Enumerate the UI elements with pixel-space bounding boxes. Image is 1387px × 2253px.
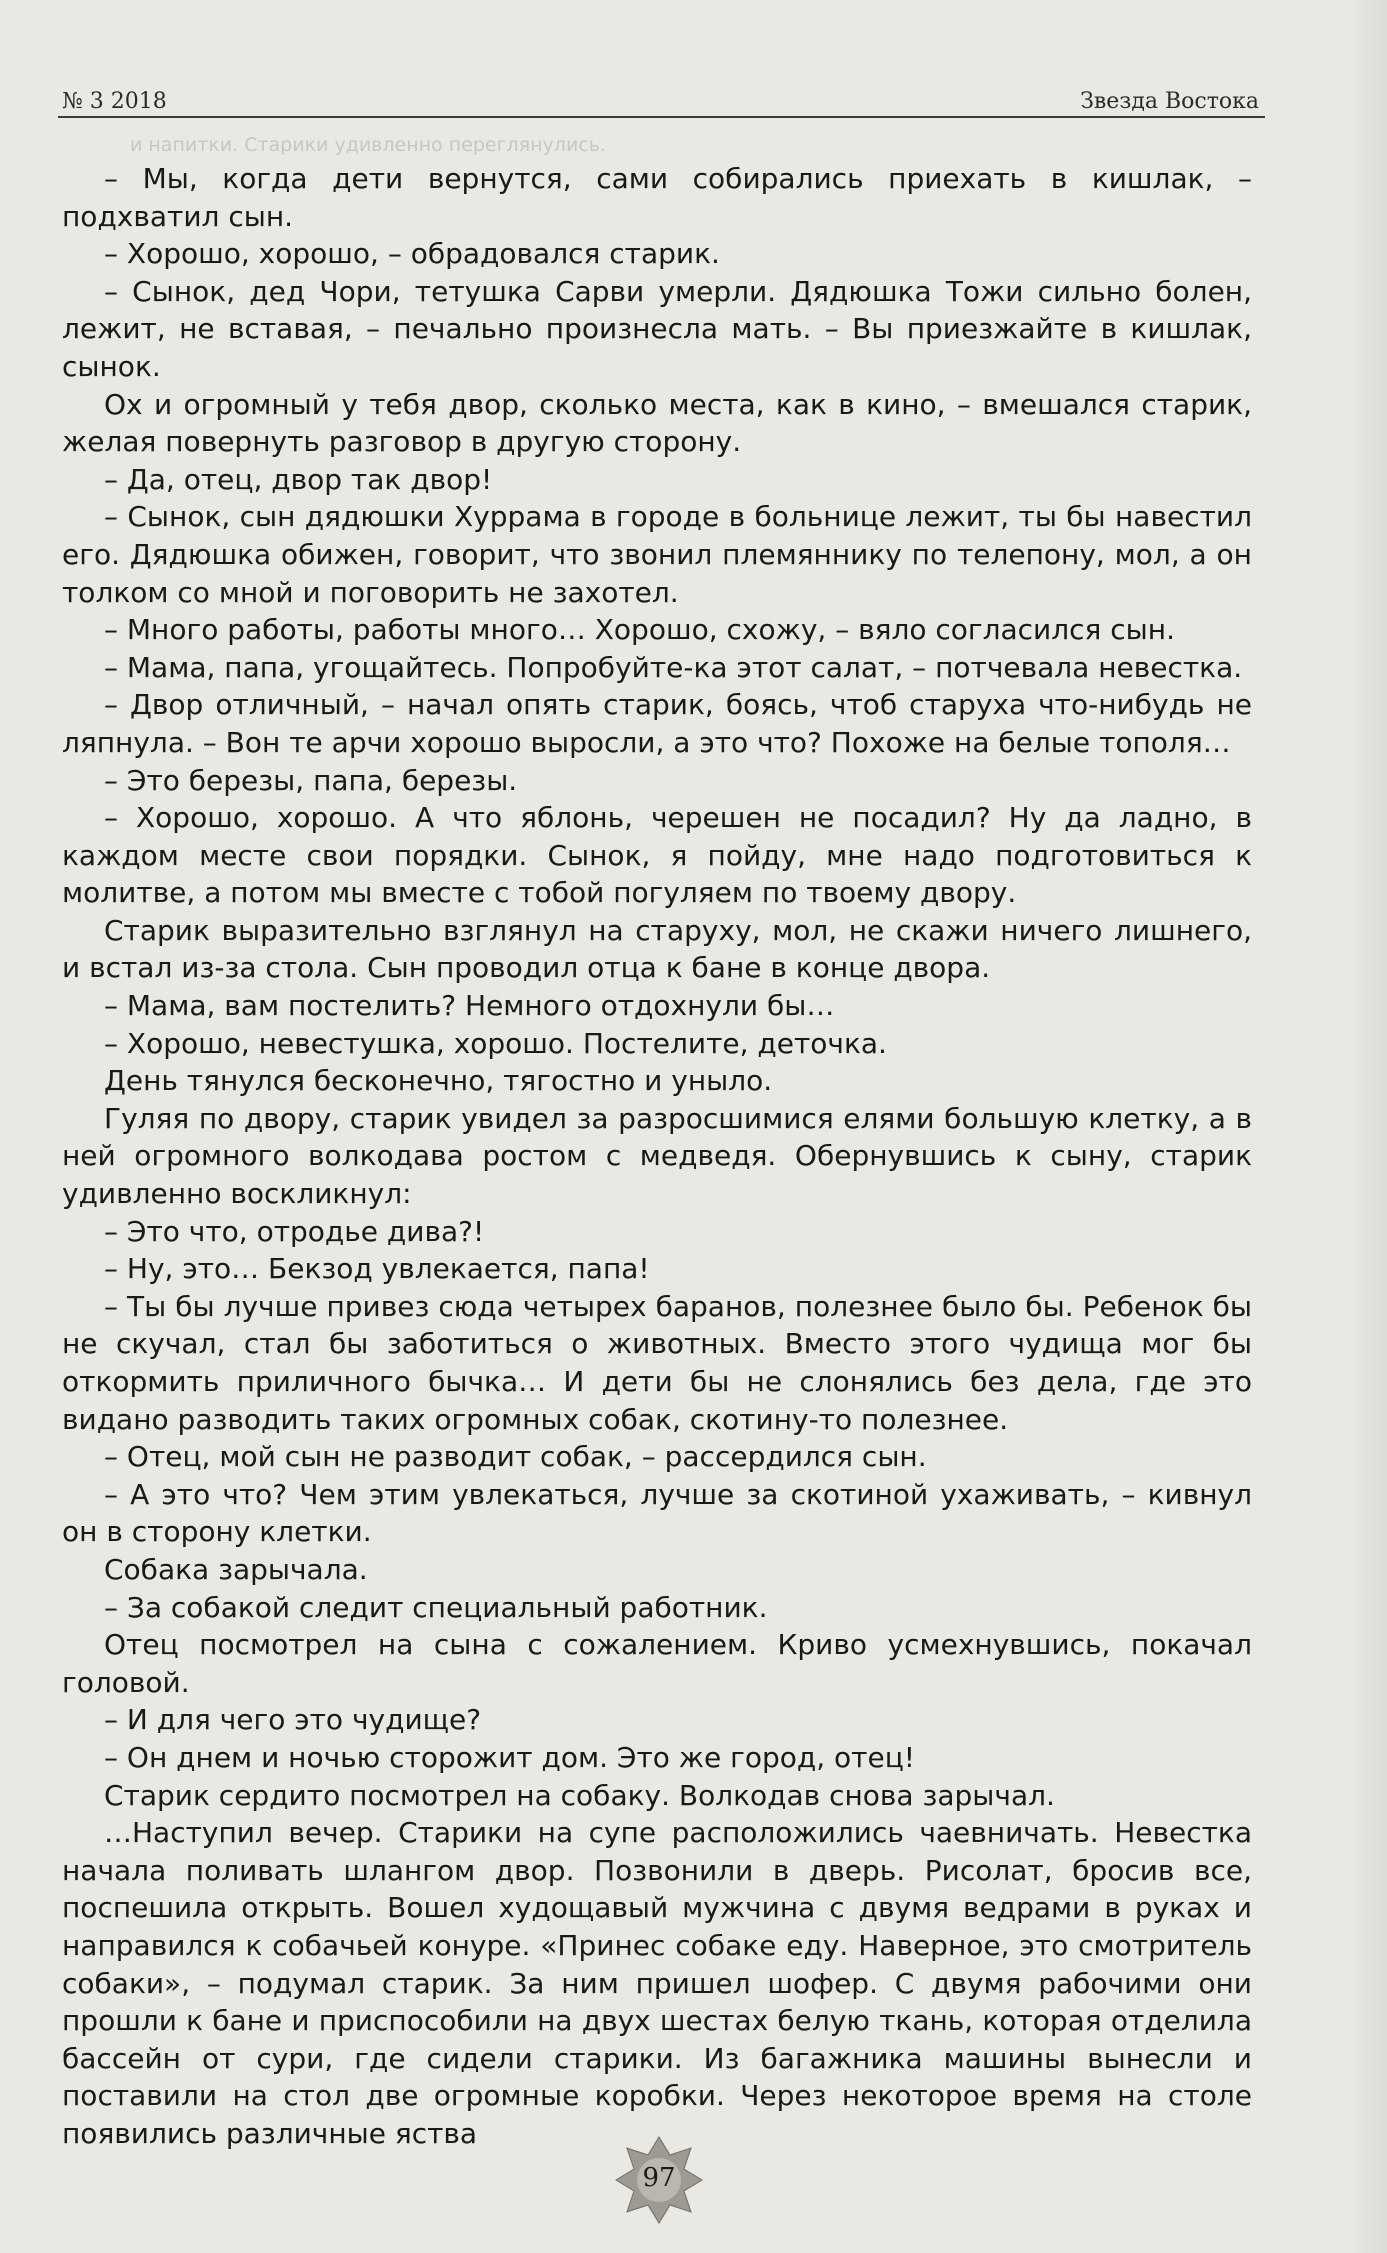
header-rule bbox=[58, 116, 1265, 118]
paragraph: – Сынок, сын дядюшки Хуррама в городе в больнице лежит, ты бы навестил его. Дядюшка обижен, говорит, что звонил племяннику по телепону, мол, а он толком со мной и поговорить не захотел. bbox=[62, 500, 1252, 609]
paragraph: – Мама, вам постелить? Немного отдохнули бы… bbox=[104, 989, 835, 1023]
paragraph: – А это что? Чем этим увлекаться, лучше за скотиной ухаживать, – кивнул он в сторону клетки. bbox=[62, 1477, 1252, 1549]
paragraph: Собака зарычала. bbox=[104, 1552, 368, 1586]
issue-number: № 3 2018 bbox=[62, 89, 167, 114]
journal-title: Звезда Востока bbox=[1080, 89, 1259, 114]
paragraph: Гуляя по двору, старик увидел за разросшимися елями большую клетку, а в ней огромного волкодава ростом с медведя. Обернувшись к сыну, старик удивленно воскликнул: bbox=[62, 1101, 1252, 1211]
paragraph: – Это что, отродье дива?! bbox=[104, 1214, 485, 1248]
paragraph: – Сынок, дед Чори, тетушка Сарви умерли. Дядюшка Тожи сильно болен, лежит, не вставая, – печально произнесла мать. – Вы приезжайте в кишлак, сынок. bbox=[62, 274, 1252, 383]
paragraph: – Хорошо, хорошо, – обрадовался старик. bbox=[104, 237, 720, 271]
page-edge-shadow bbox=[1347, 0, 1387, 2253]
bleed-through-text: и напитки. Старики удивленно переглянулись. bbox=[130, 134, 606, 156]
paragraph: – И для чего это чудище? bbox=[104, 1703, 482, 1737]
paragraph: Отец посмотрел на сына с сожалением. Криво усмехнувшись, покачал головой. bbox=[62, 1628, 1252, 1699]
paragraph: – За собакой следит специальный работник. bbox=[104, 1590, 768, 1624]
page-number: 97 bbox=[642, 2163, 676, 2193]
paragraph: – Ты бы лучше привез сюда четырех баранов, полезнее было бы. Ребенок бы не скучал, стал бы заботиться о животных. Вместо этого чудища мог бы откормить приличного бычка… И дети бы не слонялись без дела, где это видано разводить таких огромных собак, скотину-то полезнее. bbox=[62, 1289, 1252, 1436]
paragraph: – Двор отличный, – начал опять старик, боясь, чтоб старуха что-нибудь не ляпнула. – Вон те арчи хорошо выросли, а это что? Похоже на белые тополя… bbox=[62, 688, 1252, 759]
running-header bbox=[62, 80, 1259, 114]
paragraph: – Много работы, работы много… Хорошо, схожу, – вяло согласился сын. bbox=[104, 613, 1175, 647]
paragraph: Ох и огромный у тебя двор, сколько места, как в кино, – вмешался старик, желая повернуть разговор в другую сторону. bbox=[62, 387, 1252, 459]
paragraph: – Отец, мой сын не разводит собак, – рассердился сын. bbox=[104, 1440, 927, 1474]
paragraph: Старик выразительно взглянул на старуху, мол, не скажи ничего лишнего, и встал из-за стола. Сын проводил отца к бане в конце двора. bbox=[62, 913, 1252, 985]
paragraph: Старик сердито посмотрел на собаку. Волкодав снова зарычал. bbox=[104, 1778, 1055, 1812]
paragraph: – Мы, когда дети вернутся, сами собирались приехать в кишлак, – подхватил сын. bbox=[62, 162, 1252, 233]
paragraph: – Мама, папа, угощайтесь. Попробуйте-ка этот салат, – потчевала невестка. bbox=[104, 650, 1243, 684]
paragraph: – Хорошо, хорошо. А что яблонь, черешен не посадил? Ну да ладно, в каждом месте свои порядки. Сынок, я пойду, мне надо подготовиться к молитве, а потом мы вместе с тобой погуляем по твоему двору. bbox=[62, 801, 1252, 910]
paragraph: – Ну, это… Бекзод увлекается, папа! bbox=[104, 1252, 650, 1286]
paragraph: …Наступил вечер. Старики на супе расположились чаевничать. Невестка начала поливать шлангом двор. Позвонили в дверь. Рисолат, бросив все, поспешила открыть. Вошел худощавый мужчина с двумя ведрами в руках и направился к собачьей конуре. «Принес собаке еду. Наверное, это смотритель собаки», – подумал старик. За ним пришел шофер. С двумя рабочими они прошли к бане и приспособили на двух шестах белую ткань, которая отделила бассейн от сури, где сидели старики. Из багажника машины вынесли и поставили на стол две огромные коробки. Через некоторое время на столе появились различные яства bbox=[62, 1816, 1252, 2150]
paragraph: День тянулся бесконечно, тягостно и уныло. bbox=[104, 1064, 773, 1098]
paragraph: – Хорошо, невестушка, хорошо. Постелите, деточка. bbox=[104, 1026, 887, 1060]
paragraph: – Это березы, папа, березы. bbox=[104, 763, 518, 797]
paragraph: – Да, отец, двор так двор! bbox=[104, 462, 493, 496]
article-body bbox=[62, 160, 1252, 2152]
page-number-ornament bbox=[614, 2135, 704, 2225]
paragraph: – Он днем и ночью сторожит дом. Это же город, отец! bbox=[104, 1740, 916, 1774]
